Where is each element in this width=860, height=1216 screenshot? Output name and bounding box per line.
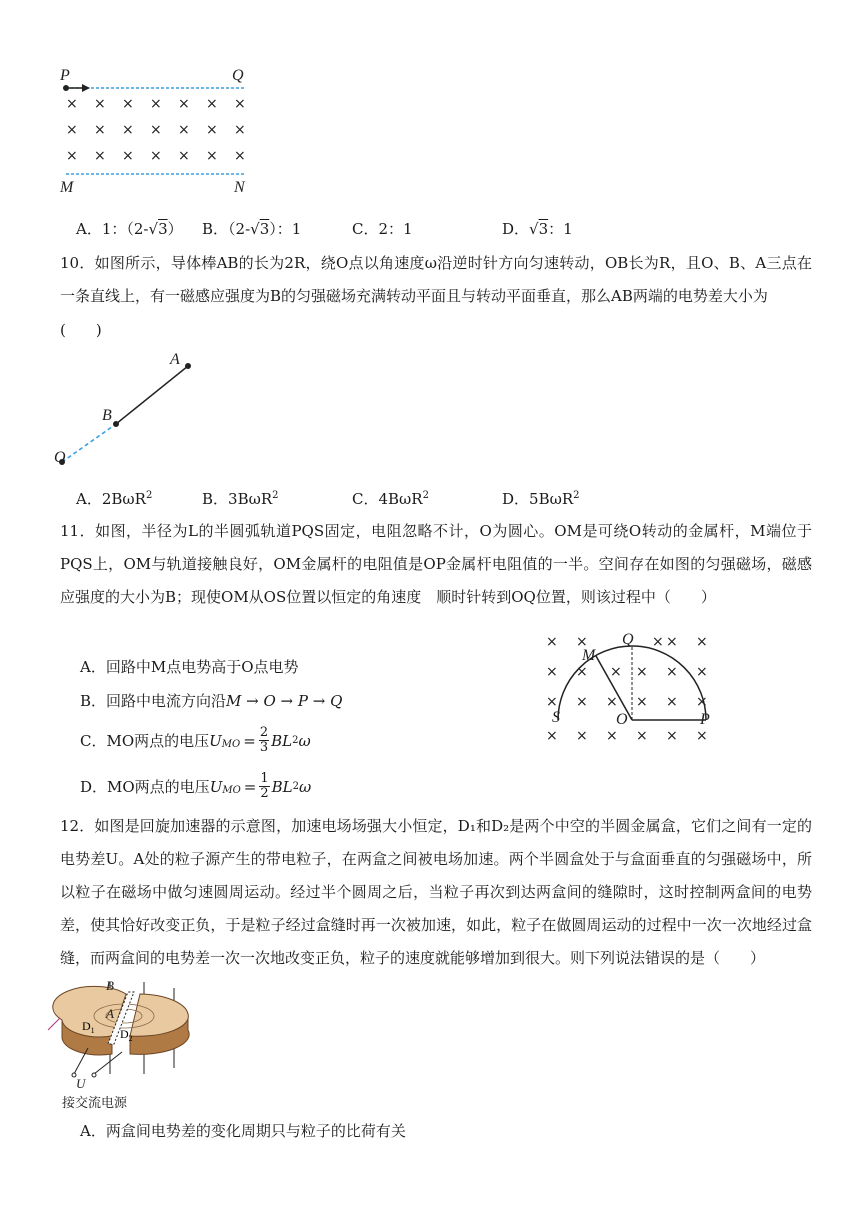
field-cross: × <box>636 728 648 744</box>
option-text: C．MO两点的电压 <box>80 732 210 750</box>
field-cross: × <box>94 122 106 138</box>
q11-option-a[interactable]: A．回路中M点电势高于O点电势 <box>80 658 299 676</box>
label-n: N <box>234 179 245 196</box>
option-text: 2：1 <box>378 220 413 238</box>
label-p: P <box>60 67 70 84</box>
point-a <box>185 363 191 369</box>
field-cross: × <box>206 96 218 112</box>
numerator: 2 <box>259 725 269 740</box>
field-cross: × <box>666 694 678 710</box>
option-key: B． <box>202 220 229 238</box>
field-cross: × <box>94 96 106 112</box>
label-b: B <box>102 407 112 424</box>
superscript: 2 <box>422 490 429 501</box>
field-cross: × <box>546 694 558 710</box>
q11-option-c[interactable] <box>80 726 311 755</box>
voltage-symbol: U <box>209 777 223 796</box>
field-cross: × <box>150 122 162 138</box>
rod-ob-dashed <box>62 424 116 462</box>
option-key: C． <box>352 490 379 508</box>
field-cross: × <box>122 148 134 164</box>
field-cross: × <box>696 694 708 710</box>
option-text-end: ） <box>167 220 183 238</box>
field-cross: × <box>66 96 78 112</box>
omega: ω <box>298 731 311 750</box>
beam-arrow <box>48 1018 60 1030</box>
field-cross: × <box>610 664 622 680</box>
q10-stem <box>60 247 812 313</box>
field-cross: × <box>234 122 246 138</box>
radicand: 3 <box>158 220 168 238</box>
field-cross: × <box>696 634 708 650</box>
figure-q12-cyclotron <box>48 978 198 1091</box>
option-text: （2- <box>228 220 251 238</box>
voltage-symbol: U <box>209 731 222 750</box>
q10-option-c[interactable] <box>352 488 429 509</box>
label-q: Q <box>232 67 244 84</box>
denominator: 3 <box>259 740 269 755</box>
denominator: 2 <box>260 786 269 801</box>
field-cross: × <box>122 122 134 138</box>
q11-option-d[interactable] <box>80 772 311 801</box>
q10-option-d[interactable] <box>502 488 580 509</box>
option-text: 2BωR <box>101 490 146 508</box>
field-cross: × <box>206 122 218 138</box>
fraction <box>259 726 269 755</box>
field-cross: × <box>606 694 618 710</box>
label-a: A <box>170 351 180 368</box>
label-m: M <box>60 179 74 196</box>
current-path: M → O → P → Q <box>226 692 343 710</box>
field-crosses <box>66 96 246 164</box>
superscript: 2 <box>573 490 580 501</box>
field-cross: × <box>234 148 246 164</box>
sqrt-symbol: √3 <box>529 220 549 238</box>
field-cross: × <box>636 694 648 710</box>
option-key: D． <box>502 220 530 238</box>
field-cross: × <box>576 728 588 744</box>
q12-stem <box>60 810 812 975</box>
radicand: 3 <box>259 220 270 238</box>
label-o: O <box>616 711 628 728</box>
label-d2: $D_2$ <box>120 1027 133 1043</box>
field-cross: × <box>696 728 708 744</box>
label-o: O <box>54 449 66 466</box>
field-cross: × <box>546 634 558 650</box>
field-cross: × <box>666 728 678 744</box>
option-text: 3BωR <box>228 490 273 508</box>
superscript: 2 <box>292 735 299 746</box>
terminal <box>92 1073 96 1077</box>
option-text: 1：（2- <box>101 220 149 238</box>
arrow-head <box>82 84 90 92</box>
option-key: B． <box>202 490 229 508</box>
field-cross: × <box>178 96 190 112</box>
field-cross: × <box>150 96 162 112</box>
omega: ω <box>299 777 312 796</box>
label-q: Q <box>622 631 634 648</box>
q10-option-a[interactable] <box>76 488 152 509</box>
q12-stem-text: 12．如图是回旋加速器的示意图，加速电场场强大小恒定，D₁和D₂是两个中空的半圆金属盒，它们之间有一定的电势差U。A处的粒子源产生的带电粒子，在两盒之间被电场加速。两个半圆盒处于与盒面垂直的匀强磁场中，所以粒子在磁场中做匀速圆周运动。经过半个圆周之后，当粒子再次到达两盒间的缝隙时，这时控制两盒间的电势差，使其恰好改变正负，于是粒子经过盒缝时再一次被加速，如此，粒子在做圆周运动的过程中一次一次地经过盒缝，而两盒间的电势差一次一次地改变正负，粒子的速度就能够增加到很大。则下列说法错误的是（ ） <box>60 817 812 967</box>
option-text: D．MO两点的电压 <box>80 778 210 796</box>
superscript: 2 <box>272 490 279 501</box>
equals: = <box>243 777 257 796</box>
label-a: A <box>106 1006 114 1021</box>
point-b <box>113 421 119 427</box>
option-text-end: ：1 <box>548 220 573 238</box>
field-cross: × <box>122 96 134 112</box>
option-key: C． <box>352 220 379 238</box>
expression: BL <box>271 731 293 750</box>
voltage-subscript: MO <box>222 785 241 796</box>
q9-option-b[interactable] <box>202 218 301 239</box>
field-cross: × <box>546 664 558 680</box>
field-cross: × <box>666 634 678 650</box>
field-cross: × <box>606 728 618 744</box>
label-d1: $D_1$ <box>82 1019 95 1035</box>
field-cross: × <box>178 122 190 138</box>
option-key: A． <box>76 490 102 508</box>
option-key: A． <box>76 220 102 238</box>
label-m: M <box>582 647 596 664</box>
sqrt-symbol: √3 <box>148 220 168 238</box>
label-s: S <box>552 709 560 726</box>
q10-option-b[interactable] <box>202 488 279 509</box>
field-cross: × <box>178 148 190 164</box>
expression: BL <box>271 777 293 796</box>
q10-blank: ( ) <box>60 321 102 339</box>
superscript: 2 <box>145 490 153 501</box>
field-cross: × <box>234 96 246 112</box>
q11-stem <box>60 515 812 614</box>
voltage-subscript: MO <box>221 739 241 750</box>
equals: = <box>243 731 256 750</box>
option-text: B．回路中电流方向沿 <box>80 692 227 710</box>
option-text: 5BωR <box>529 490 574 508</box>
fraction <box>259 772 269 801</box>
q9-option-d[interactable] <box>502 218 573 239</box>
option-key: D． <box>502 490 530 508</box>
field-cross: × <box>576 664 588 680</box>
label-p: P <box>700 711 710 728</box>
q11-stem-text: 11．如图，半径为L的半圆弧轨道PQS固定，电阻忽略不计，O为圆心。OM是可绕O转动的金属杆，M端位于PQS上，OM与轨道接触良好，OM金属杆的电阻值是OP金属杆电阻值的一半。空间存在如图的匀强磁场，磁感应强度的大小为B；现使OM从OS位置以恒定的角速度 顺时针转到OQ位置，则该过程中（ ） <box>60 522 812 606</box>
q9-option-c[interactable] <box>352 218 413 239</box>
field-cross: × <box>696 664 708 680</box>
q12-figure-caption: 接交流电源 <box>62 1096 128 1111</box>
field-cross: × <box>576 694 588 710</box>
numerator: 1 <box>260 771 269 786</box>
option-text-end: ）：1 <box>269 220 302 238</box>
q11-option-b[interactable] <box>80 690 342 711</box>
label-u: U <box>76 1076 86 1091</box>
field-cross: × <box>94 148 106 164</box>
field-cross: × <box>636 664 648 680</box>
field-cross: × <box>666 664 678 680</box>
superscript: 2 <box>292 781 299 792</box>
field-cross: × <box>206 148 218 164</box>
field-cross: × <box>546 728 558 744</box>
field-cross: × <box>652 634 664 650</box>
field-cross: × <box>576 634 588 650</box>
field-cross: × <box>66 148 78 164</box>
figure-q11-semicircle-track <box>540 628 720 746</box>
label-b: B <box>106 978 114 993</box>
field-cross: × <box>150 148 162 164</box>
figure-q10-rotating-rod <box>52 348 202 473</box>
figure-q9-magnetic-field <box>58 62 258 202</box>
q10-stem-text: 10．如图所示，导体棒AB的长为2R，绕O点以角速度ω沿逆时针方向匀速转动，OB长为R，且O、B、A三点在一条直线上，有一磁感应强度为B的匀强磁场充满转动平面且与转动平面垂直，那么AB两端的电势差大小为 <box>60 254 812 305</box>
radicand: 3 <box>538 220 549 238</box>
field-cross: × <box>66 122 78 138</box>
q12-option-a[interactable]: A．两盒间电势差的变化周期只与粒子的比荷有关 <box>80 1122 406 1140</box>
sqrt-symbol: √3 <box>250 220 270 238</box>
q9-option-a[interactable] <box>76 218 183 239</box>
rod-ab <box>116 366 188 424</box>
option-text: 4BωR <box>378 490 423 508</box>
